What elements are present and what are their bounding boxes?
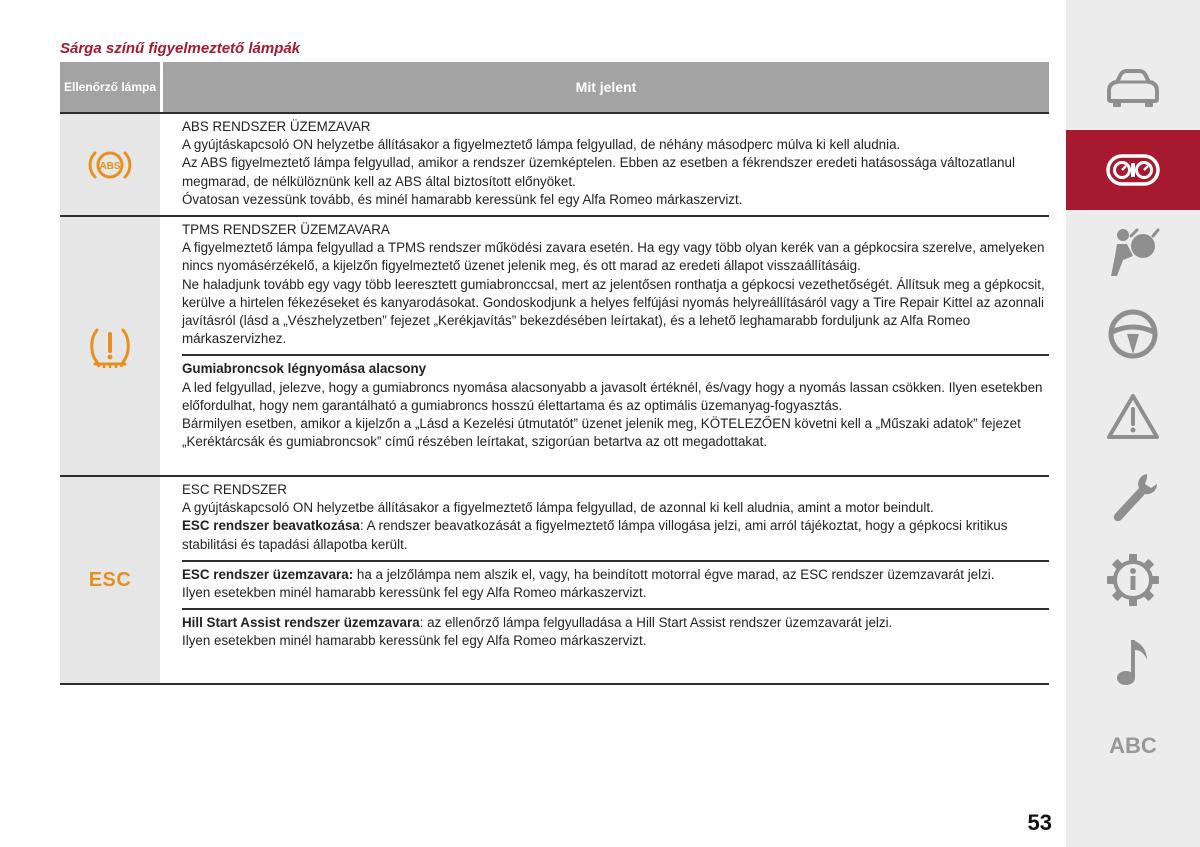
nav-item-index[interactable]: [1066, 706, 1200, 786]
info-gear-icon: [1106, 553, 1160, 607]
nav-item-technical-data[interactable]: [1066, 540, 1200, 620]
section-title: Sárga színű figyelmeztető lámpák: [60, 40, 301, 57]
nav-item-dashboard[interactable]: [1066, 130, 1200, 210]
tpms-title: TPMS RENDSZER ÜZEMZAVARA: [182, 222, 390, 237]
hill-start-label: Hill Start Assist rendszer üzemzavara: [182, 615, 420, 631]
esc-fault-followup: Ilyen esetekben minél hamarabb keressünk fel egy Alfa Romeo márkaszervizt.: [182, 585, 647, 601]
wrench-icon: [1107, 470, 1159, 526]
abs-title: ABS RENDSZER ÜZEMZAVAR: [182, 119, 371, 134]
abs-warning-icon: [87, 145, 133, 185]
abs-line-3: Óvatosan vezessünk tovább, és minél hamarabb keressünk fel egy Alfa Romeo márkaszervizt.: [182, 191, 743, 207]
car-icon: [1105, 69, 1161, 107]
tpms-description: [182, 217, 1049, 354]
nav-item-multimedia[interactable]: [1066, 622, 1200, 702]
table-row-abs: [60, 112, 1049, 215]
esc-fault-label: ESC rendszer üzemzavara:: [182, 566, 354, 582]
page-number: 53: [1027, 810, 1052, 835]
nav-item-emergency[interactable]: [1066, 376, 1200, 456]
tpms-line-2: Ne haladjunk tovább egy vagy több leeresztett gumiabronccsal, mert az jelentősen ronthatja a gépkocsi vezethetőségét. Állítsuk meg a gépkocsit, kerülve a hirtelen fékezéseket és kanyarodásokat. Gondoskodjunk a helyes felfújási nyomás helyreállításáról vagy a Tire Repair Kittel az azonnali javításról (lásd a „Vészhelyzetben” fejezet „Kerékjavítás” bekezdésében leírtakat), és a lehető leghamarabb forduljunk az Alfa Romeo márkaszervizhez.: [182, 276, 1045, 347]
esc-intervention-label: ESC rendszer beavatkozása: [182, 518, 360, 534]
hill-start-description: [182, 608, 1049, 656]
nav-item-driving[interactable]: [1066, 294, 1200, 374]
esc-intervention-text: : A rendszer beavatkozását a figyelmeztető lámpa villogása jelzi, ami arról tájékoztat, hogy a gépkocsi kritikus stabilitási és tapadási állapotba került.: [182, 518, 1008, 552]
esc-line-1: A gyújtáskapcsoló ON helyzetbe állításakor a figyelmeztető lámpa felgyullad, de azonnal ki kell aludnia, amint a motor beindult.: [182, 500, 934, 516]
hill-start-followup: Ilyen esetekben minél hamarabb keressünk fel egy Alfa Romeo márkaszervizt.: [182, 633, 647, 649]
nav-item-safety[interactable]: [1066, 212, 1200, 292]
table-header: [60, 62, 1049, 112]
tpms-low-pressure-line-1: A led felgyullad, jelezve, hogy a gumiabroncs nyomása alacsonyabb a javasolt értéknél, és/vagy hogy a nyomás lassan csökken. Ilyen esetekben előfordulhat, hogy nem garantálható a gumiabroncs hosszú élettartama és az optimális üzemanyag-fogyasztás.: [182, 379, 1043, 413]
esc-fault-description: [182, 560, 1049, 608]
tpms-low-pressure-title: Gumiabroncsok légnyomása alacsony: [182, 361, 427, 377]
abs-description: [182, 114, 1049, 215]
header-description-column: Mit jelent: [163, 62, 1049, 112]
tpms-low-pressure-description: [182, 354, 1049, 457]
tpms-lamp-cell: [60, 217, 160, 475]
chapter-sidebar: [1066, 0, 1200, 847]
esc-lamp-cell: [60, 477, 160, 683]
tpms-low-pressure-line-2: Bármilyen esetben, amikor a kijelzőn a „Lásd a Kezelési útmutatót” üzenet jelenik meg, KÖTELEZŐEN követni kell a „Műszaki adatok” fejezet „Keréktárcsák és gumiabroncsok” című részében leírtakat, szigorúan betartva az ott megadottakat.: [182, 416, 1021, 450]
abc-index-label: ABC: [1109, 733, 1157, 758]
header-icon-column: Ellenőrző lámpa: [60, 62, 160, 112]
esc-title: ESC RENDSZER: [182, 482, 287, 497]
nav-item-maintenance[interactable]: [1066, 458, 1200, 538]
abs-line-1: A gyújtáskapcsoló ON helyzetbe állításakor a figyelmeztető lámpa felgyullad, de néhány másodperc múlva ki kell aludnia.: [182, 137, 901, 153]
esc-description: [182, 477, 1049, 560]
steering-wheel-icon: [1107, 308, 1159, 360]
hill-start-text: : az ellenőrző lámpa felgyulladása a Hill Start Assist rendszer üzemzavarát jelzi.: [419, 615, 893, 631]
table-row-esc: [60, 475, 1049, 685]
esc-fault-text: ha a jelzőlámpa nem alszik el, vagy, ha beindított motorral égve marad, az ESC rendszer üzemzavarát jelzi.: [353, 566, 995, 582]
table-row-tpms: [60, 215, 1049, 475]
tpms-warning-icon: [85, 324, 135, 368]
abs-line-2: Az ABS figyelmeztető lámpa felgyullad, amikor a rendszer üzemképtelen. Ebben az esetben a fékrendszer eredeti hatásossága változatlanul megmarad, de nélkülöznünk kell az ABS által biztosított előnyöket.: [182, 155, 1015, 189]
dashboard-icon: [1105, 153, 1161, 187]
abs-icon-text: ABS: [99, 160, 121, 172]
warning-lights-table: [60, 62, 1049, 685]
abs-lamp-cell: [60, 114, 160, 215]
tpms-line-1: A figyelmeztető lámpa felgyullad a TPMS rendszer működési zavara esetén. Ha egy vagy több olyan kerék van a gépkocsira szerelve, amelyeken nincs nyomásérzékelő, a kijelzőn figyelmeztető üzenet jelenik meg, és ott marad az eredeti állapot visszaállításáig.: [182, 240, 1045, 274]
warning-triangle-icon: [1106, 392, 1160, 440]
esc-warning-icon: ESC: [88, 568, 132, 591]
music-note-icon: [1113, 636, 1153, 688]
nav-item-car[interactable]: [1066, 48, 1200, 128]
airbag-icon: [1105, 226, 1161, 278]
